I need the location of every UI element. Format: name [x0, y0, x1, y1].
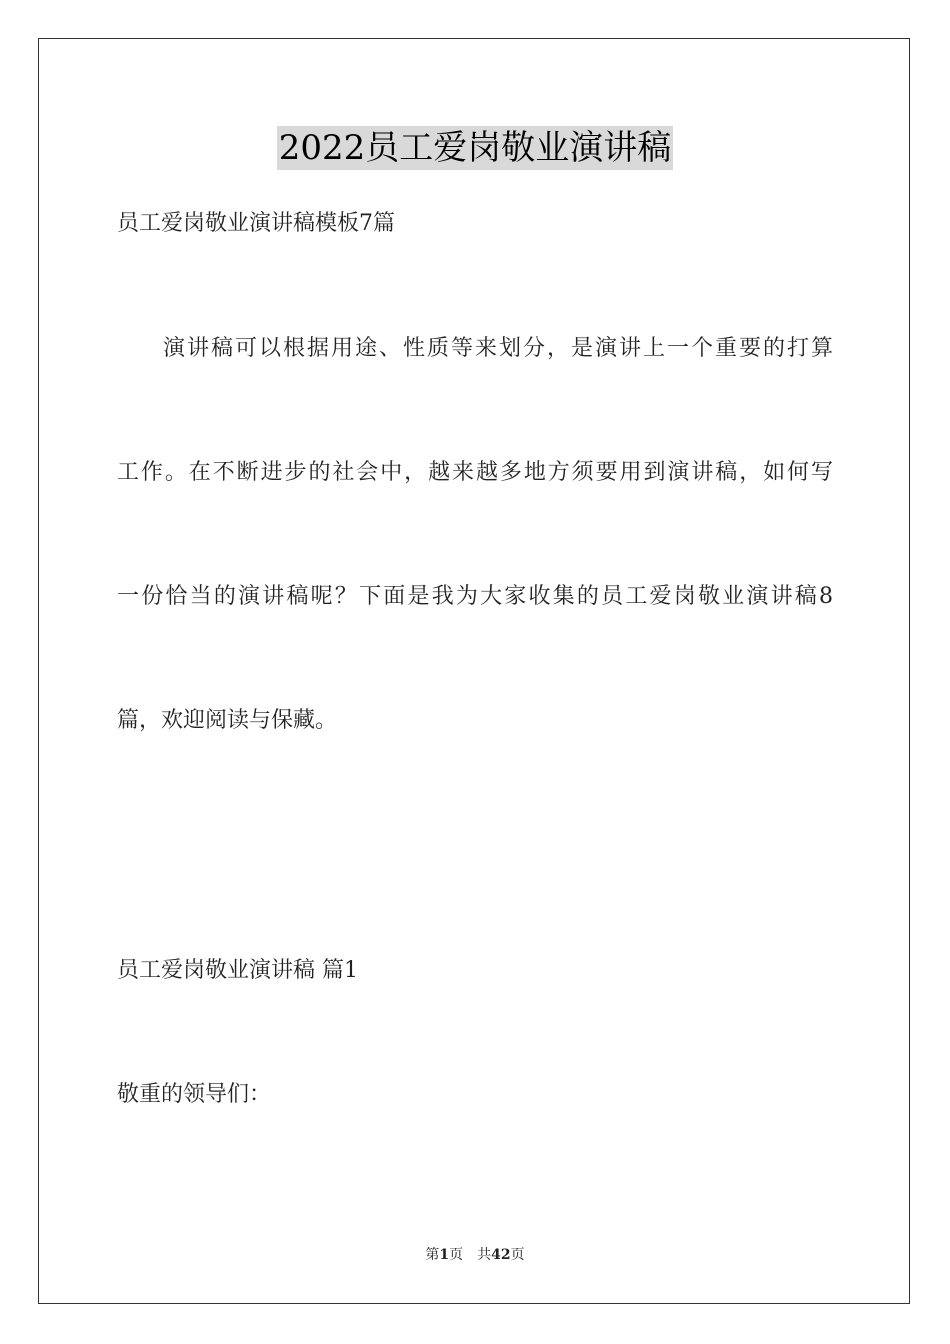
intro-line-4: 篇，欢迎阅读与保藏。: [117, 708, 338, 733]
title-container: [0, 126, 950, 170]
intro-line-2: 工作。在不断进步的社会中，越来越多地方须要用到演讲稿，如何写: [117, 460, 833, 485]
section-heading: 员工爱岗敬业演讲稿 篇1: [117, 958, 358, 983]
intro-line-1: 演讲稿可以根据用途、性质等来划分，是演讲上一个重要的打算: [163, 336, 833, 361]
footer-page-prefix: 第: [425, 1247, 440, 1263]
intro-line-3: 一份恰当的演讲稿呢？下面是我为大家收集的员工爱岗敬业演讲稿8: [117, 584, 833, 609]
document-subtitle: 员工爱岗敬业演讲稿模板7篇: [117, 211, 395, 236]
salutation: 敬重的领导们：: [117, 1082, 272, 1107]
footer-total-prefix: 共: [477, 1247, 492, 1263]
document-title: 2022员工爱岗敬业演讲稿: [278, 128, 672, 168]
footer-total-suffix: 页: [510, 1247, 525, 1263]
footer-page-current: 1: [439, 1247, 450, 1263]
footer-page-total: 42: [491, 1247, 511, 1263]
footer-page-mid: 页: [449, 1247, 464, 1263]
page-footer: [0, 1245, 950, 1265]
